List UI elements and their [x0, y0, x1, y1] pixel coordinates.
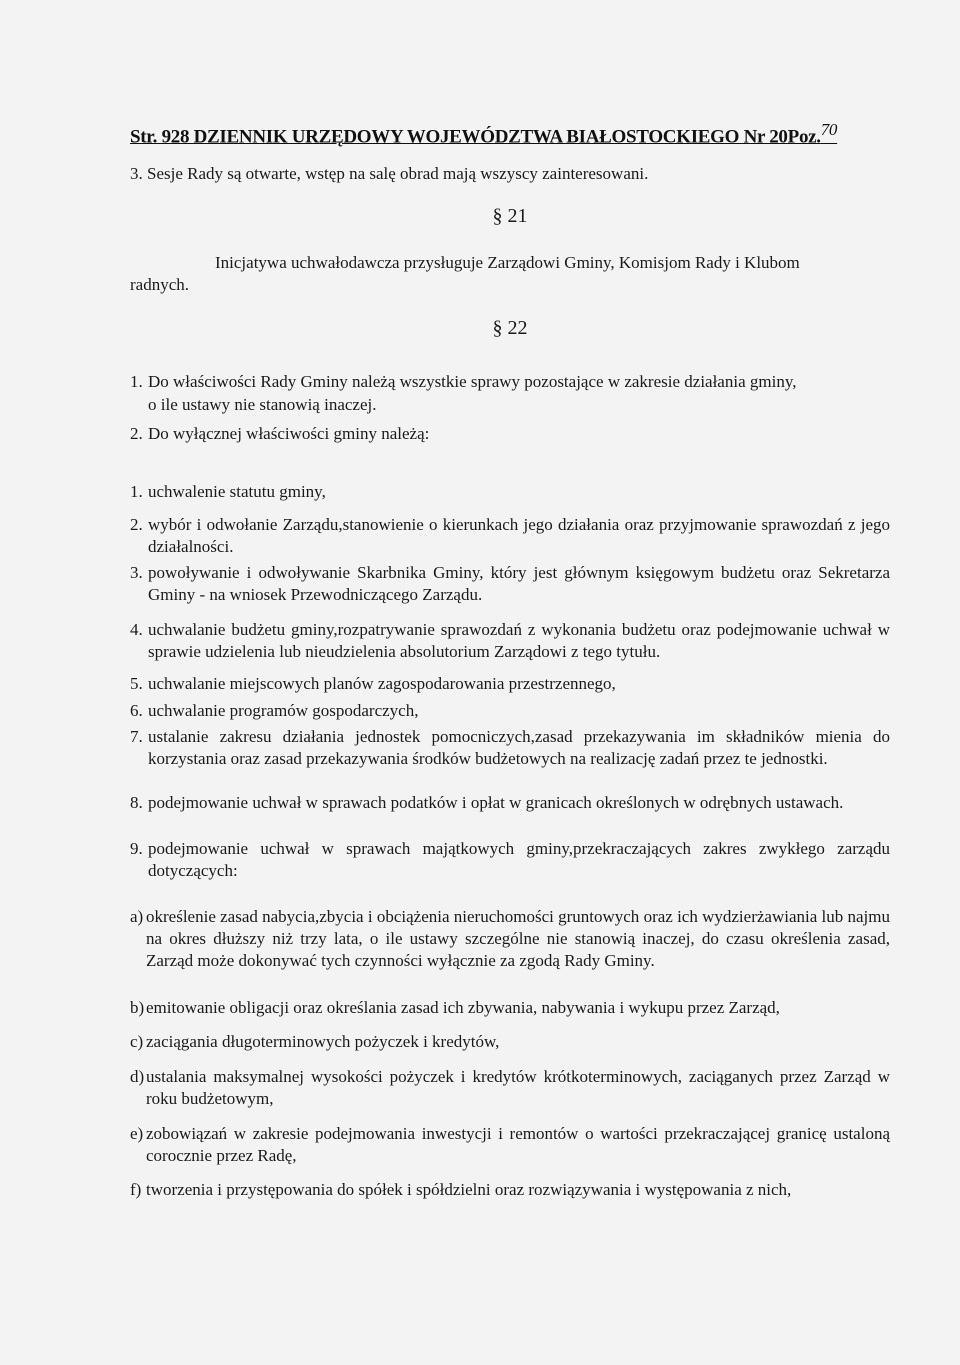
list-item-number: 8.: [130, 793, 143, 812]
letter-item-text: tworzenia i przystępowania do spółek i spółdzielni oraz rozwiązywania i występowania z nich,: [146, 1180, 792, 1199]
letter-item-text: ustalania maksymalnej wysokości pożyczek i kredytów krótkoterminowych, zaciąganych przez Zarząd w roku budżetowym,: [146, 1067, 890, 1108]
list-item-text: uchwalanie budżetu gminy,rozpatrywanie sprawozdań z wykonania budżetu oraz podejmowanie uchwał w sprawie udzielenia lub nieudzielenia absolutorium Zarządowi z tego tytułu.: [148, 620, 890, 661]
section-21-text-line1: Inicjatywa uchwałodawcza przysługuje Zarządowi Gminy, Komisjom Rady i Klubom: [215, 253, 800, 272]
list-item-text: podejmowanie uchwał w sprawach podatków i opłat w granicach określonych w odrębnych ustawach.: [148, 793, 844, 812]
paragraph-line: Do właściwości Rady Gminy należą wszystkie sprawy pozostające w zakresie działania gminy,: [148, 372, 797, 391]
letter-item-label: f): [130, 1180, 142, 1199]
list-item-number: 6.: [130, 701, 143, 720]
list-item-number: 1.: [130, 482, 143, 501]
section-21-title: § 21: [492, 205, 528, 227]
page-header: [130, 120, 890, 148]
list-item-number: 5.: [130, 674, 143, 693]
list-item-text: uchwalanie programów gospodarczych,: [148, 701, 419, 720]
list-item-text: ustalanie zakresu działania jednostek pomocniczych,zasad przekazywania im składników mienia do korzystania oraz zasad przekazywania środków budżetowych na realizację zadań przez te jednostki.: [148, 727, 890, 768]
list-item-text: uchwalenie statutu gminy,: [148, 482, 326, 501]
paragraph-number: 1.: [130, 372, 143, 391]
list-item-text: uchwalanie miejscowych planów zagospodarowania przestrzennego,: [148, 674, 616, 693]
letter-item-label: a): [130, 907, 144, 926]
paragraph-number: 2.: [130, 424, 143, 443]
list-item-number: 4.: [130, 620, 143, 639]
letter-item-text: zobowiązań w zakresie podejmowania inwestycji i remontów o wartości przekraczającej granicę ustaloną corocznie przez Radę,: [146, 1124, 890, 1165]
letter-item-text: zaciągania długoterminowych pożyczek i kredytów,: [146, 1032, 500, 1051]
letter-item-label: e): [130, 1124, 144, 1143]
intro-paragraph: 3. Sesje Rady są otwarte, wstęp na salę obrad mają wszyscy zainteresowani.: [130, 164, 649, 183]
letter-item-label: b): [130, 998, 145, 1017]
letter-item-text: emitowanie obligacji oraz określania zasad ich zbywania, nabywania i wykupu przez Zarząd,: [146, 998, 780, 1017]
list-item-text: powoływanie i odwoływanie Skarbnika Gminy, który jest głównym księgowym budżetu oraz Sekretarza Gminy - na wniosek Przewodniczącego Zarządu.: [148, 563, 890, 604]
list-item-number: 2.: [130, 515, 143, 534]
list-item-number: 9.: [130, 839, 143, 858]
header-note: 70: [820, 120, 838, 139]
section-22-title: § 22: [492, 317, 528, 339]
list-item-number: 7.: [130, 727, 143, 746]
paragraph-line: o ile ustawy nie stanowią inaczej.: [148, 395, 377, 414]
list-item-text: podejmowanie uchwał w sprawach majątkowych gminy,przekraczających zakres zwykłego zarządu dotyczących:: [148, 839, 890, 880]
letter-item-text: określenie zasad nabycia,zbycia i obciążenia nieruchomości gruntowych oraz ich wydzierżawiania lub najmu na okres dłuższy niż trzy lata, o ile ustawy szczególne nie stanowią inaczej, do czasu określenia zasad, Zarząd może dokonywać tych czynności wyłącznie za zgodą Rady Gminy.: [146, 907, 890, 970]
header-text: Str. 928 DZIENNIK URZĘDOWY WOJEWÓDZTWA BIAŁOSTOCKIEGO Nr 20Poz.: [130, 126, 821, 148]
list-item-text: wybór i odwołanie Zarządu,stanowienie o kierunkach jego działania oraz przyjmowanie sprawozdań z jego działalności.: [148, 515, 890, 556]
paragraph-text: Do wyłącznej właściwości gminy należą:: [148, 424, 430, 443]
letter-item-label: d): [130, 1067, 145, 1086]
list-item-number: 3.: [130, 563, 143, 582]
section-21-text-line2: radnych.: [130, 275, 190, 294]
letter-item-label: c): [130, 1032, 144, 1051]
